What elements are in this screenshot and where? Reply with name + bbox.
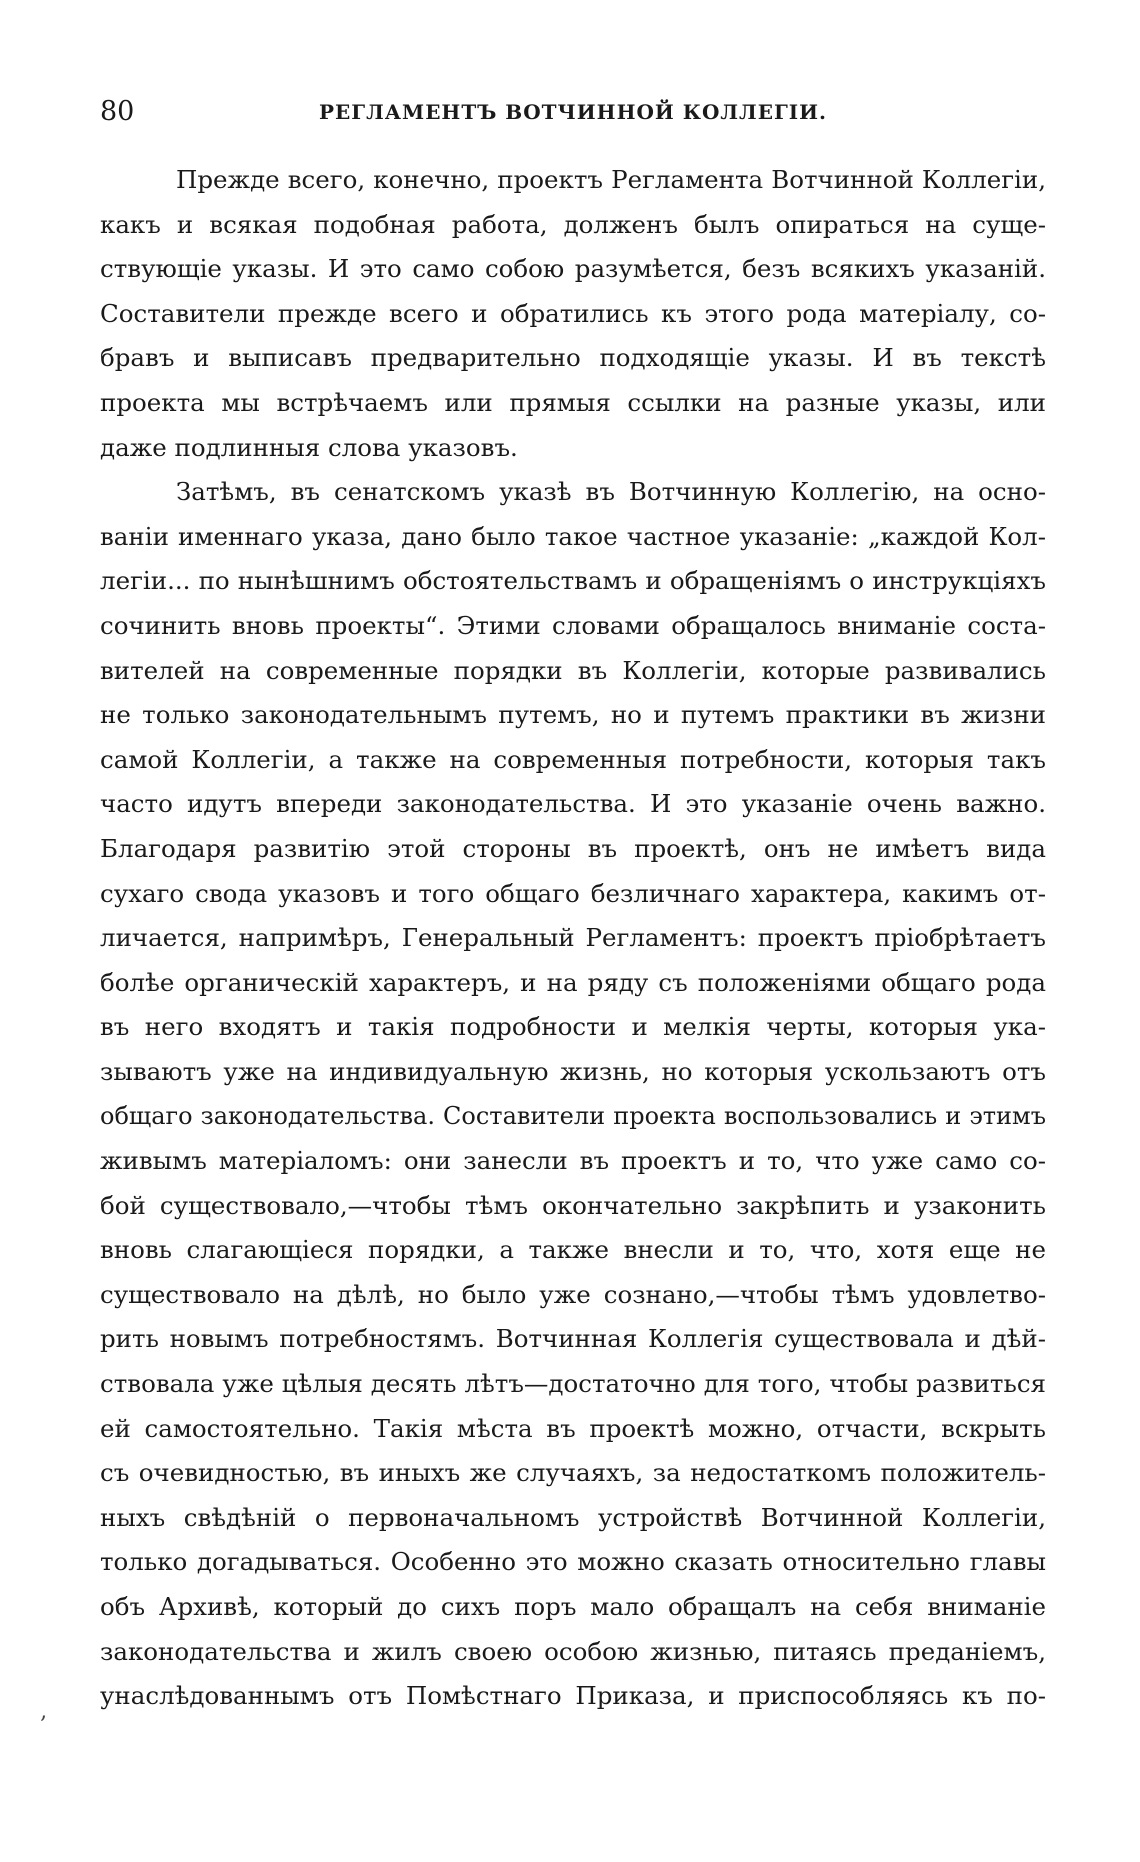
text-line: ствовала уже цѣлыя десять лѣтъ—достаточно для того, чтобы развиться <box>100 1369 1046 1399</box>
running-head <box>100 92 1046 132</box>
text-line: только догадываться. Особенно это можно сказать относительно главы <box>100 1547 1046 1577</box>
text-line: легіи... по нынѣшнимъ обстоятельствамъ и обращеніямъ о инструкціяхъ <box>100 566 1046 596</box>
text-line: Прежде всего, конечно, проектъ Регламента Вотчинной Коллегіи, <box>176 165 1046 194</box>
page-number: 80 <box>100 96 135 127</box>
text-line: Благодаря развитію этой стороны въ проектѣ, онъ не имѣетъ вида <box>100 833 1046 863</box>
text-line: сочинить вновь проекты“. Этими словами обращалось вниманіе соста- <box>100 610 1046 640</box>
text-line: личается, напримѣръ, Генеральный Регламентъ: проектъ пріобрѣтаетъ <box>100 923 1046 953</box>
text-line: зываютъ уже на индивидуальную жизнь, но которыя ускользаютъ отъ <box>100 1056 1046 1086</box>
text-line: сухаго свода указовъ и того общаго безличнаго характера, какимъ от- <box>100 878 1046 908</box>
text-line: объ Архивѣ, который до сихъ поръ мало обращалъ на себя вниманіе <box>100 1592 1046 1621</box>
text-line: ствующіе указы. И это само собою разумѣется, безъ всякихъ указаній. <box>100 254 1046 284</box>
text-line: болѣе органическій характеръ, и на ряду съ положеніями общаго рода <box>100 967 1046 997</box>
text-line: вновь слагающіеся порядки, а также внесли и то, что, хотя еще не <box>100 1235 1046 1265</box>
text-line: существовало на дѣлѣ, но было уже сознано,—чтобы тѣмъ удовлетво- <box>100 1279 1046 1309</box>
text-line: часто идутъ впереди законодательства. И это указаніе очень важно. <box>100 789 1046 819</box>
paragraph-2 <box>100 470 1046 1719</box>
text-line: съ очевидностью, въ иныхъ же случаяхъ, за недостаткомъ положитель- <box>100 1458 1046 1488</box>
text-line: общаго законодательства. Составители проекта воспользовались и этимъ <box>100 1102 1046 1131</box>
text-line: Составители прежде всего и обратились къ этого рода матеріалу, со- <box>100 298 1046 328</box>
text-line: не только законодательнымъ путемъ, но и путемъ практики въ жизни <box>100 700 1046 730</box>
paragraph-1 <box>100 158 1046 470</box>
text-line: въ него входятъ и такія подробности и мелкія черты, которыя ука- <box>100 1012 1046 1042</box>
text-line: ваніи именнаго указа, дано было такое частное указаніе: „каждой Кол- <box>100 521 1046 551</box>
text-line: унаслѣдованнымъ отъ Помѣстнаго Приказа, и приспособляясь къ по- <box>100 1681 1046 1711</box>
text-line: живымъ матеріаломъ: они занесли въ проектъ и то, что уже само со- <box>100 1146 1046 1176</box>
text-line: законодательства и жилъ своею особою жизнью, питаясь преданіемъ, <box>100 1636 1046 1666</box>
text-line: какъ и всякая подобная работа, долженъ былъ опираться на суще- <box>100 209 1046 239</box>
text-line: Затѣмъ, въ сенатскомъ указѣ въ Вотчинную Коллегію, на осно- <box>176 477 1046 507</box>
body-text <box>100 158 1046 1719</box>
text-line: вителей на современные порядки въ Коллегіи, которые развивались <box>100 655 1046 685</box>
margin-mark: ‚ <box>40 1699 47 1724</box>
text-line: проекта мы встрѣчаемъ или прямыя ссылки на разные указы, или <box>100 387 1046 417</box>
text-line: бравъ и выписавъ предварительно подходящіе указы. И въ текстѣ <box>100 343 1046 373</box>
text-line: даже подлинныя слова указовъ. <box>100 432 518 462</box>
text-line: бой существовало,—чтобы тѣмъ окончательно закрѣпить и узаконить <box>100 1190 1046 1220</box>
running-title: РЕГЛАМЕНТЪ ВОТЧИННОЙ КОЛЛЕГІИ. <box>318 100 828 124</box>
text-line: ей самостоятельно. Такія мѣста въ проектѣ можно, отчасти, вскрыть <box>100 1413 1046 1443</box>
text-line: самой Коллегіи, а также на современныя потребности, которыя такъ <box>100 744 1046 774</box>
text-line: ныхъ свѣдѣній о первоначальномъ устройствѣ Вотчинной Коллегіи, <box>100 1502 1046 1532</box>
text-line: рить новымъ потребностямъ. Вотчинная Коллегія существовала и дѣй- <box>100 1324 1046 1354</box>
